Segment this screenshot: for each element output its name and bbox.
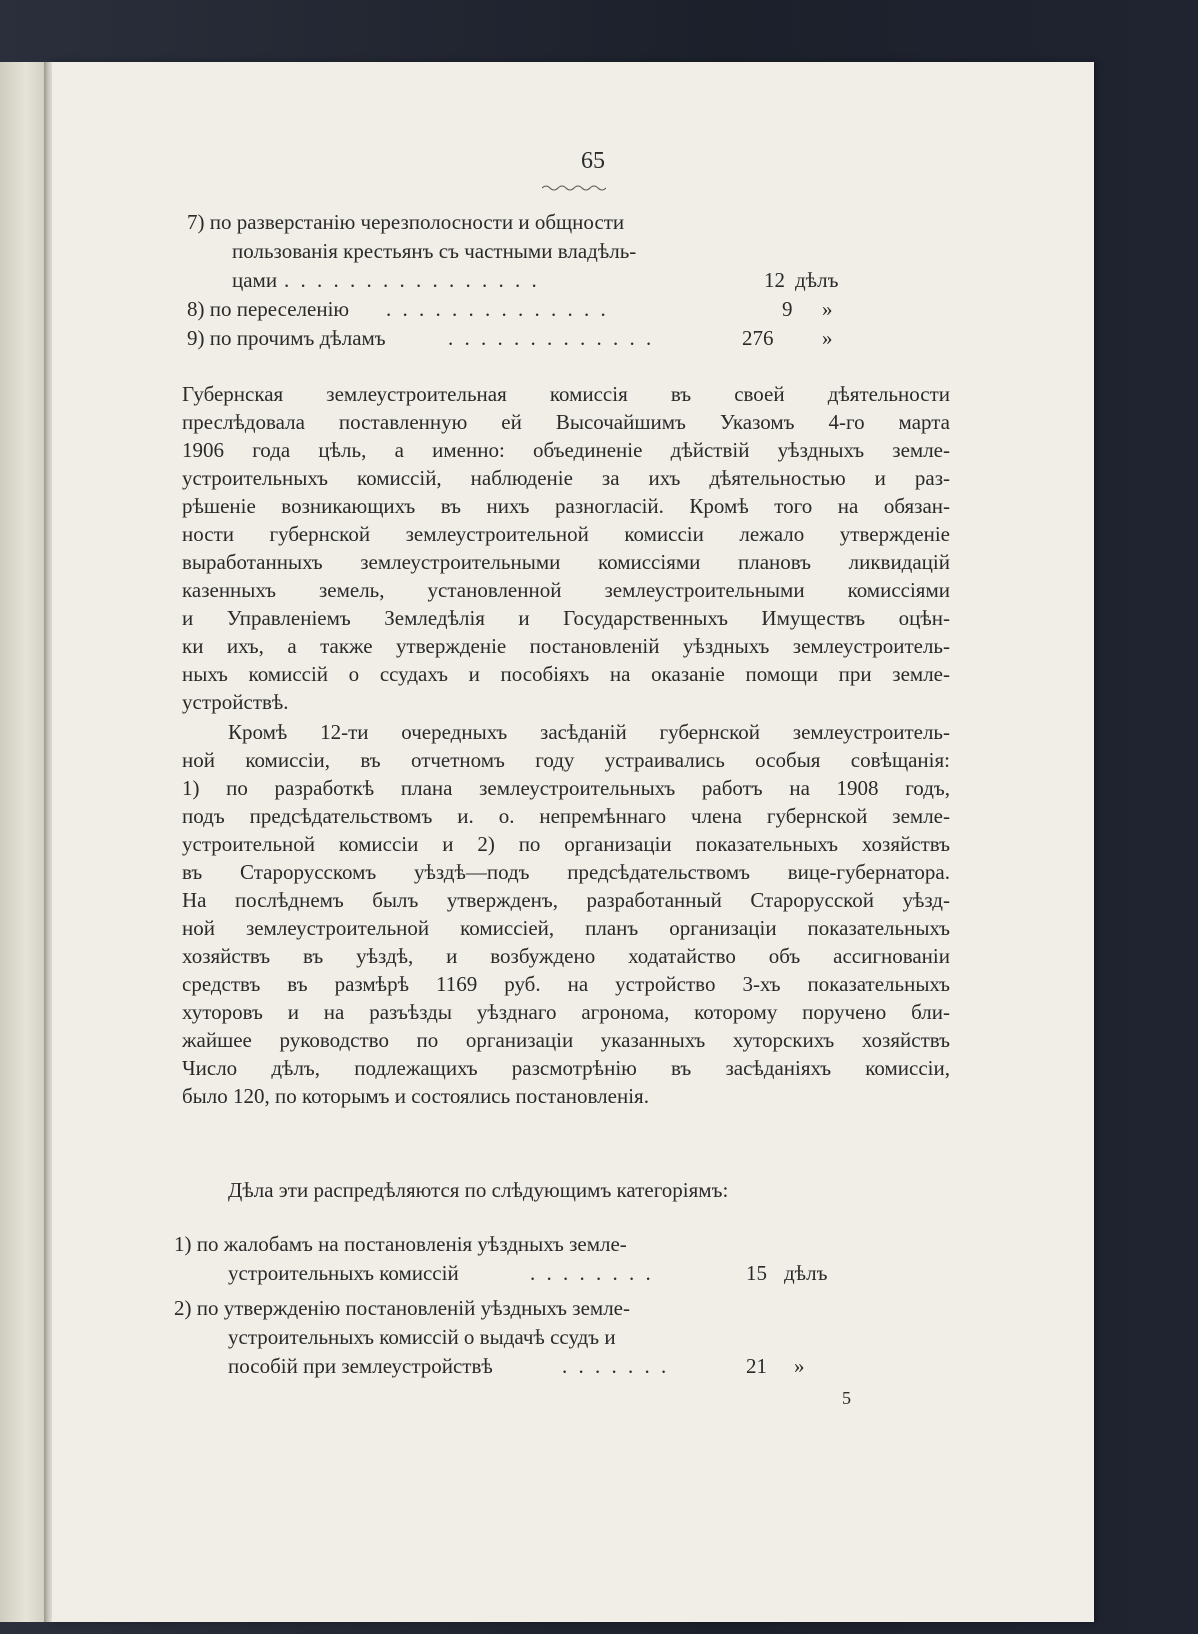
book-spine bbox=[44, 62, 52, 1622]
list-b-item-1-count: 15 bbox=[746, 1261, 767, 1285]
paragraph-1-line: казенныхъ земель, установленной землеустроительными комиссіями bbox=[182, 578, 950, 602]
list-b-item-1-dots: . . . . . . . . bbox=[530, 1261, 654, 1285]
list-b-item-2-dots: . . . . . . . bbox=[562, 1354, 670, 1378]
paragraph-1-line: Губернская землеустроительная комиссія въ своей дѣятельности bbox=[182, 382, 950, 406]
paragraph-2-line: хуторовъ и на разъѣзды уѣзднаго агронома, которому поручено бли- bbox=[182, 1000, 950, 1024]
book-page bbox=[52, 62, 1094, 1622]
paragraph-1-line: выработанныхъ землеустроительными комиссіями плановъ ликвидацій bbox=[182, 550, 950, 574]
paragraph-2-line: жайшее руководство по организаціи указанныхъ хуторскихъ хозяйствъ bbox=[182, 1028, 950, 1052]
page-number: 65 bbox=[581, 148, 605, 174]
paragraph-2-line: хозяйствъ въ уѣздѣ, и возбуждено ходатайство объ ассигнованіи bbox=[182, 944, 950, 968]
list-a-item-9-line1: 9) по прочимъ дѣламъ bbox=[187, 326, 386, 350]
list-a-item-8-unit: » bbox=[822, 297, 833, 321]
paragraph-2-line: подъ предсѣдательствомъ и. о. непремѣннаго члена губернской земле- bbox=[182, 804, 950, 828]
list-b-item-2-unit: » bbox=[794, 1354, 805, 1378]
list-b-item-2-line2: устроительныхъ комиссій о выдачѣ ссудъ и bbox=[228, 1325, 616, 1349]
list-a-item-9-dots: . . . . . . . . . . . . . bbox=[448, 326, 655, 350]
list-a-item-8-line1: 8) по переселенію bbox=[187, 297, 350, 321]
paragraph-1-line: устроительныхъ комиссій, наблюденіе за ихъ дѣятельностью и раз- bbox=[182, 466, 950, 490]
paragraph-1-line: ныхъ комиссій о ссудахъ и пособіяхъ на оказаніе помощи при земле- bbox=[182, 662, 950, 686]
paragraph-1-line: рѣшеніе возникающихъ въ нихъ разногласій. Кромѣ того на обязан- bbox=[182, 494, 950, 518]
signature-mark: 5 bbox=[842, 1388, 851, 1408]
list-b-item-2-count: 21 bbox=[746, 1354, 767, 1378]
paragraph-2-line: ной землеустроительной комиссіей, планъ организаціи показательныхъ bbox=[182, 916, 950, 940]
paragraph-1-line: преслѣдовала поставленную ей Высочайшимъ Указомъ 4-го марта bbox=[182, 410, 950, 434]
paragraph-meetings bbox=[182, 718, 950, 1110]
categories-intro: Дѣла эти распредѣляются по слѣдующимъ категоріямъ: bbox=[228, 1178, 729, 1202]
list-a-item-7-line3: цами bbox=[232, 268, 278, 292]
list-b-item-1-line2: устроительныхъ комиссій bbox=[228, 1261, 459, 1285]
paragraph-2-line: 1) по разработкѣ плана землеустроительныхъ работъ на 1908 годъ, bbox=[182, 776, 950, 800]
paragraph-1-line: ности губернской землеустроительной комиссіи лежало утвержденіе bbox=[182, 522, 950, 546]
paragraph-1-line: ки ихъ, а также утвержденіе постановленій уѣздныхъ землеустроитель- bbox=[182, 634, 950, 658]
paragraph-1-line: 1906 года цѣль, а именно: объединеніе дѣйствій уѣздныхъ земле- bbox=[182, 438, 950, 462]
paragraph-2-line: въ Старорусскомъ уѣздѣ—подъ предсѣдательствомъ вице-губернатора. bbox=[182, 860, 950, 884]
paragraph-1-line: устройствѣ. bbox=[182, 690, 289, 714]
list-a-item-9-count: 276 bbox=[742, 326, 774, 350]
paragraph-2-line: ной комиссіи, въ отчетномъ году устраивались особыя совѣщанія: bbox=[182, 748, 950, 772]
paragraph-2-line: На послѣднемъ былъ утвержденъ, разработанный Старорусской уѣзд- bbox=[182, 888, 950, 912]
facing-page-edge bbox=[0, 62, 44, 1622]
list-a-item-7-dots: . . . . . . . . . . . . . . . . bbox=[284, 268, 540, 292]
list-a-item-7-count: 12 bbox=[764, 268, 785, 292]
list-b-item-1-line1: 1) по жалобамъ на постановленія уѣздныхъ земле- bbox=[174, 1232, 627, 1256]
paragraph-2-line: средствъ въ размѣрѣ 1169 руб. на устройство 3-хъ показательныхъ bbox=[182, 972, 950, 996]
paragraph-2-line: было 120, по которымъ и состоялись постановленія. bbox=[182, 1084, 649, 1108]
paragraph-1-line: и Управленіемъ Земледѣлія и Государственныхъ Имуществъ оцѣн- bbox=[182, 606, 950, 630]
paragraph-2-line: устроительной комиссіи и 2) по организаціи показательныхъ хозяйствъ bbox=[182, 832, 950, 856]
paragraph-2-line: Число дѣлъ, подлежащихъ разсмотрѣнію въ засѣданіяхъ комиссіи, bbox=[182, 1056, 950, 1080]
list-a-item-9-unit: » bbox=[822, 326, 833, 350]
paragraph-2-line: Кромѣ 12-ти очередныхъ засѣданій губернской землеустроитель- bbox=[228, 720, 950, 744]
list-a-item-7-line2: пользованія крестьянъ съ частными владѣль- bbox=[232, 239, 637, 263]
paragraph-commission-activity bbox=[182, 380, 950, 716]
list-b-item-2-line1: 2) по утвержденію постановленій уѣздныхъ земле- bbox=[174, 1296, 630, 1320]
list-a-item-8-count: 9 bbox=[782, 297, 793, 321]
ornament-wavy-line bbox=[542, 184, 606, 192]
list-a-item-7-unit: дѣлъ bbox=[795, 268, 839, 292]
list-a-item-7-line1: 7) по разверстанію черезполосности и общности bbox=[187, 210, 625, 234]
list-a-item-8-dots: . . . . . . . . . . . . . . bbox=[386, 297, 609, 321]
list-b-item-2-line3: пособій при землеустройствѣ bbox=[228, 1354, 493, 1378]
list-b-item-1-unit: дѣлъ bbox=[784, 1261, 828, 1285]
